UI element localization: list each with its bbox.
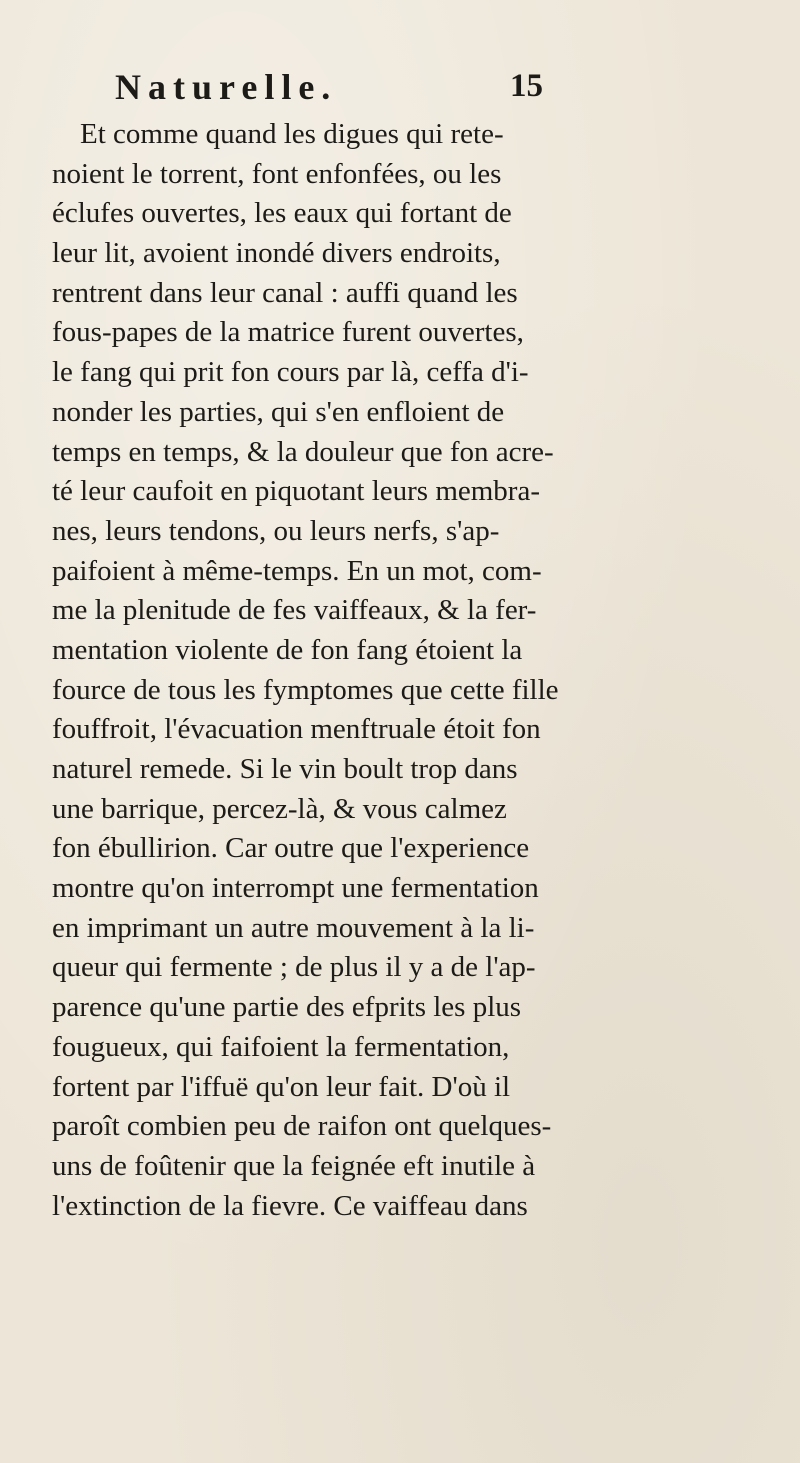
text-line: le fang qui prit fon cours par là, ceffa d'i- [52,356,529,389]
text-line: me la plenitude de fes vaiffeaux, & la fer- [52,594,537,627]
text-line: paifoient à même-temps. En un mot, com- [52,554,542,587]
page-header [115,66,655,116]
text-line: fous-papes de la matrice furent ouvertes, [52,316,524,349]
text-line: Et comme quand les digues qui rete- [80,118,504,150]
text-line: uns de foûtenir que la feignée eft inutile à [52,1149,536,1182]
text-line: leur lit, avoient inondé divers endroits, [52,237,501,270]
text-line: fon ébullirion. Car outre que l'experience [52,832,530,865]
text-line: fource de tous les fymptomes que cette fille [52,673,559,706]
text-line: mentation violente de fon fang étoient la [52,633,523,666]
text-line: té leur caufoit en piquotant leurs membra- [52,475,540,508]
text-line: en imprimant un autre mouvement à la li- [52,911,535,944]
text-line: l'extinction de la fievre. Ce vaiffeau dans [52,1189,528,1222]
text-line: nonder les parties, qui s'en enfloient de [52,395,505,428]
text-line: fortent par l'iffuë qu'on leur fait. D'où il [52,1070,511,1103]
text-line: queur qui fermente ; de plus il y a de l'ap- [52,951,536,984]
text-line: parence qu'une partie des efprits les plus [52,991,522,1024]
text-line: fougueux, qui faifoient la fermentation, [52,1030,510,1063]
text-line: une barrique, percez-là, & vous calmez [52,792,507,825]
text-line: paroît combien peu de raifon ont quelques- [52,1110,552,1143]
text-line: rentrent dans leur canal : auffi quand les [52,276,518,309]
page-number: 15 [510,68,543,104]
body-text [52,115,752,1226]
text-line: naturel remede. Si le vin boult trop dans [52,753,518,785]
text-line: fouffroit, l'évacuation menftruale étoit fon [52,713,541,746]
text-line: temps en temps, & la douleur que fon acre- [52,435,554,468]
text-line: nes, leurs tendons, ou leurs nerfs, s'ap- [52,514,500,547]
text-line: noient le torrent, font enfonfées, ou les [52,157,502,190]
text-line: éclufes ouvertes, les eaux qui fortant de [52,197,512,230]
text-line: montre qu'on interrompt une fermentation [52,872,539,905]
running-title: Naturelle. [115,67,338,107]
